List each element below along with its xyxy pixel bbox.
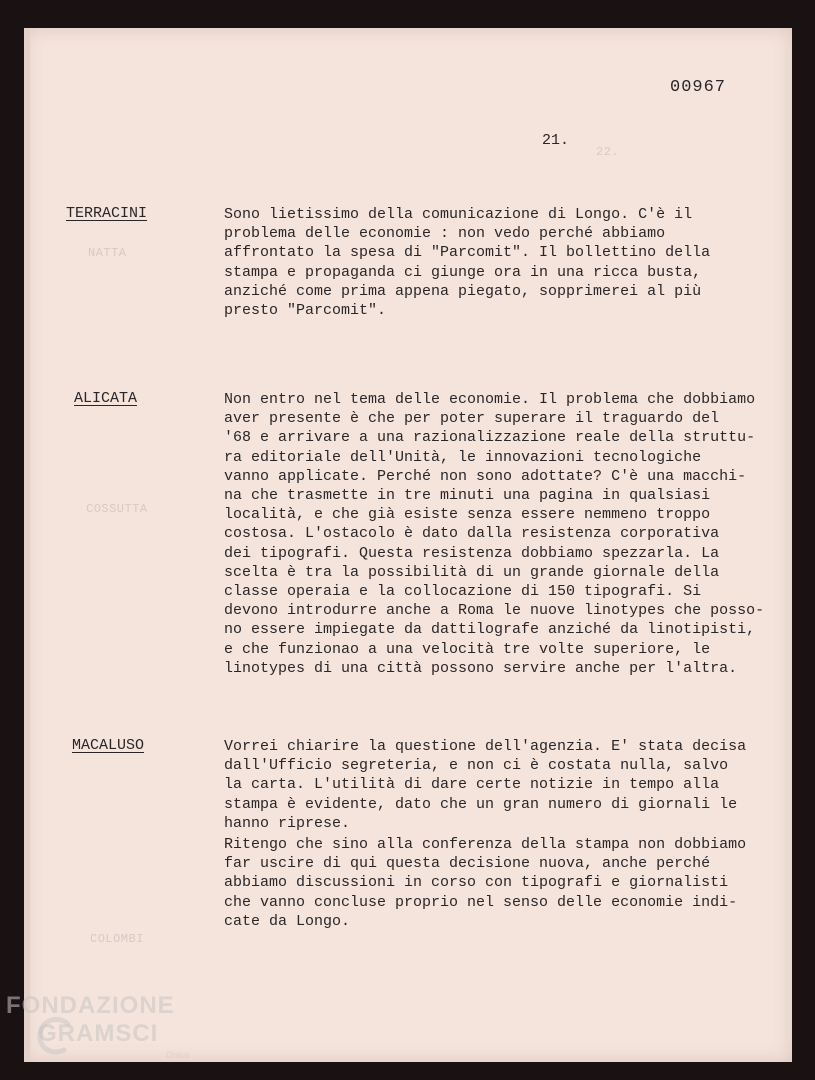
bleed-through-name-natta: NATTA xyxy=(88,246,127,260)
speaker-terracini: TERRACINI xyxy=(66,205,148,222)
bleed-through-name-colombi: COLOMBI xyxy=(90,932,144,946)
watermark-line-2: GRAMSCI xyxy=(38,1020,159,1047)
speaker-macaluso: MACALUSO xyxy=(72,737,145,754)
terracini-paragraph: Sono lietissimo della comunicazione di Longo. C'è il problema delle economie : non vedo perché abbiamo affrontato la spesa di "Parcomit". Il bollettino della stampa e propaganda ci giunge ora in una ricca busta, anziché come prima appena piegato, sopprimerei al più presto "Parcomit". xyxy=(224,206,711,320)
speaker-alicata: ALICATA xyxy=(74,390,138,407)
watermark-suffix: Onlus xyxy=(166,1050,190,1060)
alicata-paragraph: Non entro nel tema delle economie. Il problema che dobbiamo aver presente è che per poter superare il traguardo del '68 e arrivare a una razionalizzazione reale della struttu- ra editoriale dell'Unità, le innovazioni tecnologiche vanno applicate. Perché non sono adottate? C'è una macchi- na che trasmette in tre minuti una pagina in qualsiasi località, e che già esiste senza essere nemmeno troppo costosa. L'ostacolo è dato dalla resistenza corporativa dei tipografi. Questa resistenza dobbiamo spezzarla. La scelta è tra la possibilità di un grande giornale della classe operaia e la collocazione di 150 tipografi. Si devono introdurre anche a Roma le nuove linotypes che posso- no essere impiegate da dattilografe anziché da linotipisti, e che funzionao a una velocità tre volte superiore, le linotypes di una città possono servire anche per l'altra. xyxy=(224,391,765,677)
macaluso-paragraph-2: Ritengo che sino alla conferenza della stampa non dobbiamo far uscire di qui questa decisione nuova, anche perché abbiamo discussioni in corso con tipografi e giornalisti che vanno concluse proprio nel senso delle economie indi- cate da Longo. xyxy=(224,836,747,930)
bleed-through-name-cossutta: COSSUTTA xyxy=(86,502,148,516)
page-number: 21. xyxy=(542,132,570,149)
fondazione-gramsci-watermark xyxy=(6,992,206,1062)
macaluso-paragraph-1: Vorrei chiarire la questione dell'agenzia. E' stata decisa dall'Ufficio segreteria, e non ci è costata nulla, salvo la carta. L'utilità di dare certe notizie in tempo alla stampa è evidente, dato che un gran numero di giornali le hanno riprese. xyxy=(224,738,747,832)
watermark-line-1: FONDAZIONE xyxy=(6,992,175,1019)
document-number: 00967 xyxy=(670,78,727,97)
paper-left-edge xyxy=(24,28,30,1062)
bleed-through-page-number: 22. xyxy=(596,145,620,159)
